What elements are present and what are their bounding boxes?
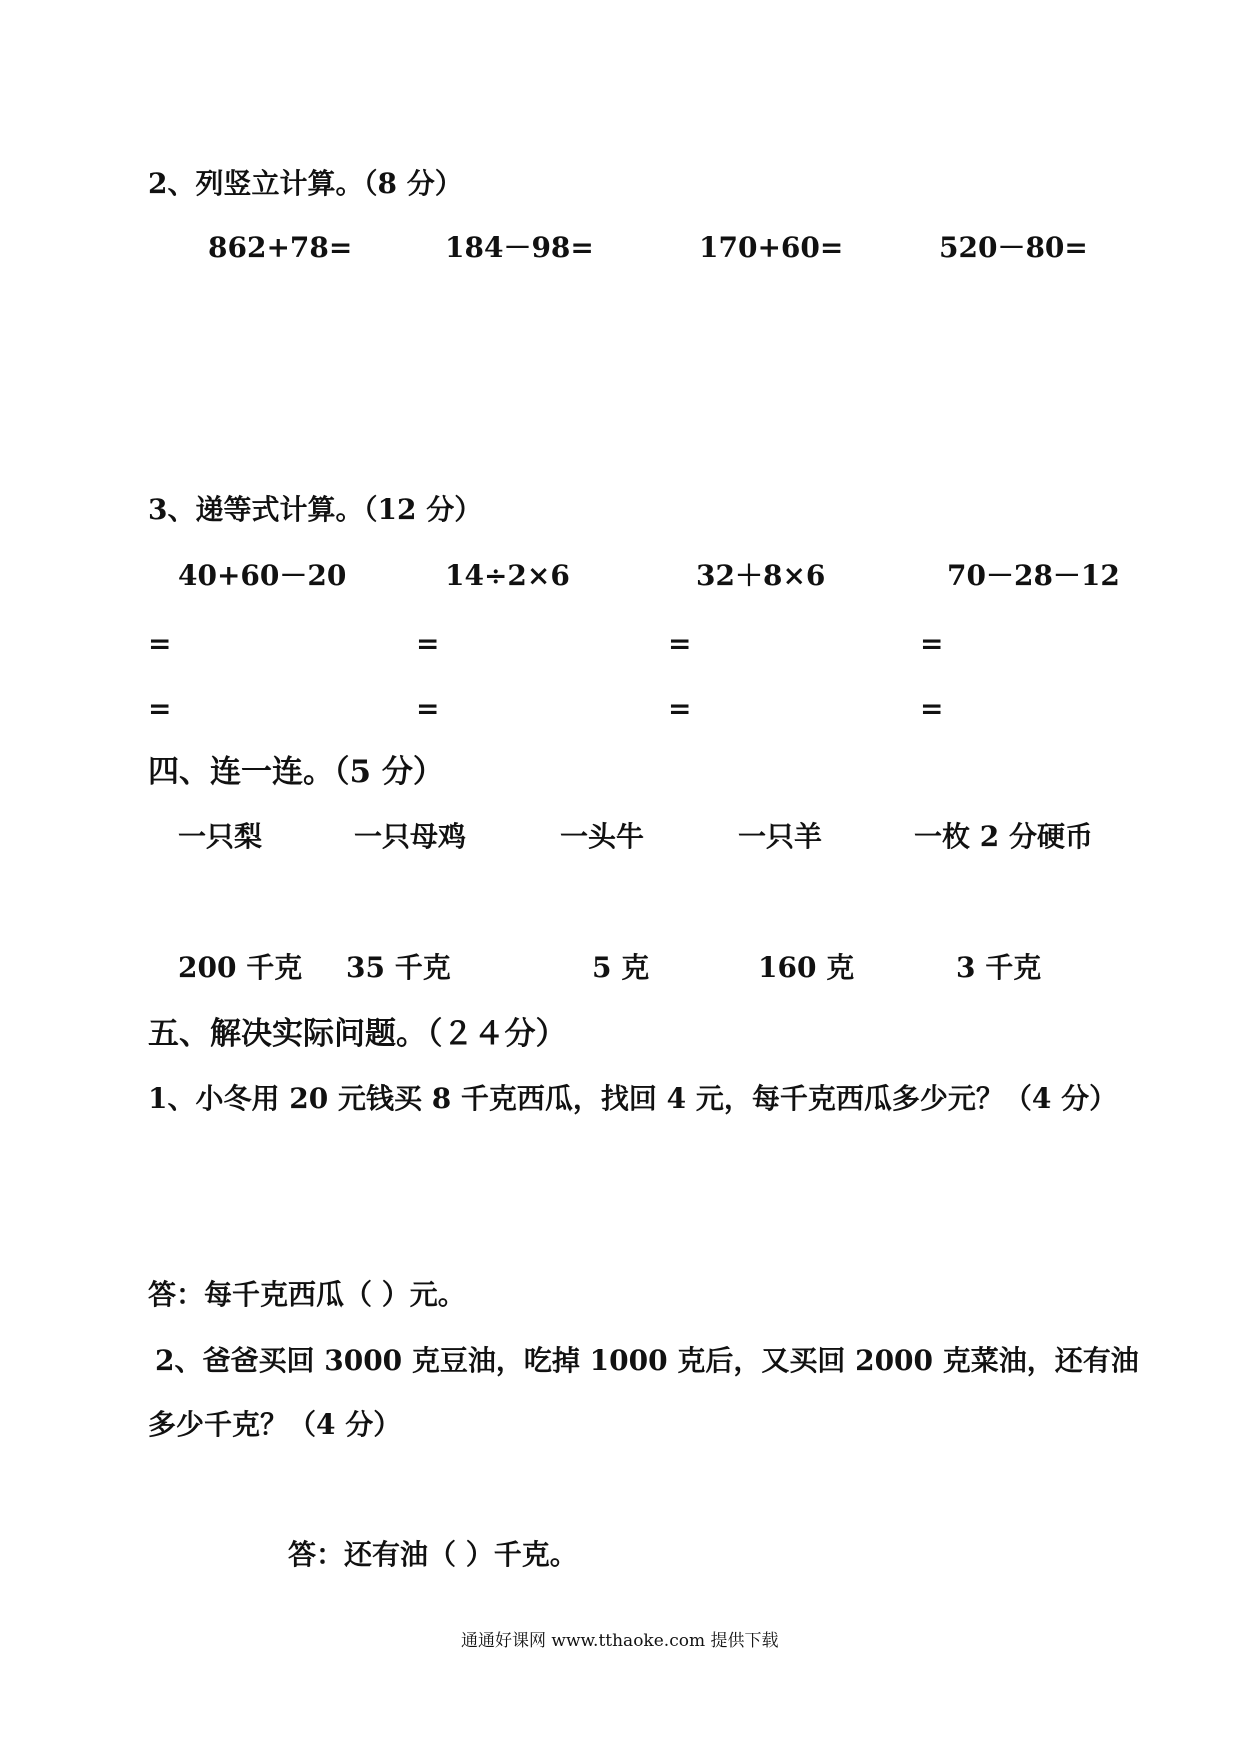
match-top-item-5: 一枚 2 分硬币 (914, 820, 1093, 853)
word-problem-2-line-1: 2、爸爸买回 3000 克豆油，吃掉 1000 克后，又买回 2000 克菜油，还有油 (155, 1344, 1139, 1377)
equals-sign: = (148, 627, 172, 660)
section2-title: 2、列竖立计算。（8 分） (148, 167, 463, 200)
match-top-item-4: 一只羊 (738, 820, 823, 853)
vertical-calc-problem-3: 170+60= (699, 231, 844, 264)
equals-sign: = (148, 692, 172, 725)
stepwise-problem-4: 70－28－12 (947, 559, 1120, 592)
stepwise-problem-2: 14÷2×6 (445, 559, 570, 592)
match-bottom-item-5: 3 千克 (956, 951, 1042, 984)
answer-line-2: 答：还有油（ ）千克。 (288, 1538, 578, 1571)
match-top-item-1: 一只梨 (178, 820, 263, 853)
stepwise-problem-1: 40+60－20 (178, 559, 347, 592)
match-bottom-item-2: 35 千克 (346, 951, 451, 984)
match-top-item-2: 一只母鸡 (354, 820, 467, 853)
footer-source: 通通好课网 www.tthaoke.com 提供下载 (461, 1631, 779, 1651)
match-top-item-3: 一头牛 (560, 820, 645, 853)
match-bottom-item-3: 5 克 (592, 951, 650, 984)
stepwise-problem-3: 32＋8×6 (696, 559, 826, 592)
equals-sign: = (668, 627, 692, 660)
vertical-calc-problem-4: 520－80= (939, 231, 1088, 264)
vertical-calc-problem-1: 862+78= (208, 231, 353, 264)
section3-title: 3、递等式计算。（12 分） (148, 493, 483, 526)
equals-sign: = (416, 627, 440, 660)
section4-title: 四、连一连。（5 分） (148, 754, 444, 790)
match-bottom-item-1: 200 千克 (178, 951, 303, 984)
word-problem-1: 1、小冬用 20 元钱买 8 千克西瓜，找回 4 元，每千克西瓜多少元？（4 分） (148, 1082, 1118, 1115)
section5-title: 五、解决实际问题。（２４分） (148, 1016, 567, 1052)
word-problem-2-line-2: 多少千克？（4 分） (148, 1408, 402, 1441)
equals-sign: = (668, 692, 692, 725)
equals-sign: = (920, 692, 944, 725)
equals-sign: = (920, 627, 944, 660)
vertical-calc-problem-2: 184－98= (445, 231, 594, 264)
answer-line-1: 答：每千克西瓜（ ）元。 (148, 1278, 466, 1311)
equals-sign: = (416, 692, 440, 725)
match-bottom-item-4: 160 克 (758, 951, 855, 984)
